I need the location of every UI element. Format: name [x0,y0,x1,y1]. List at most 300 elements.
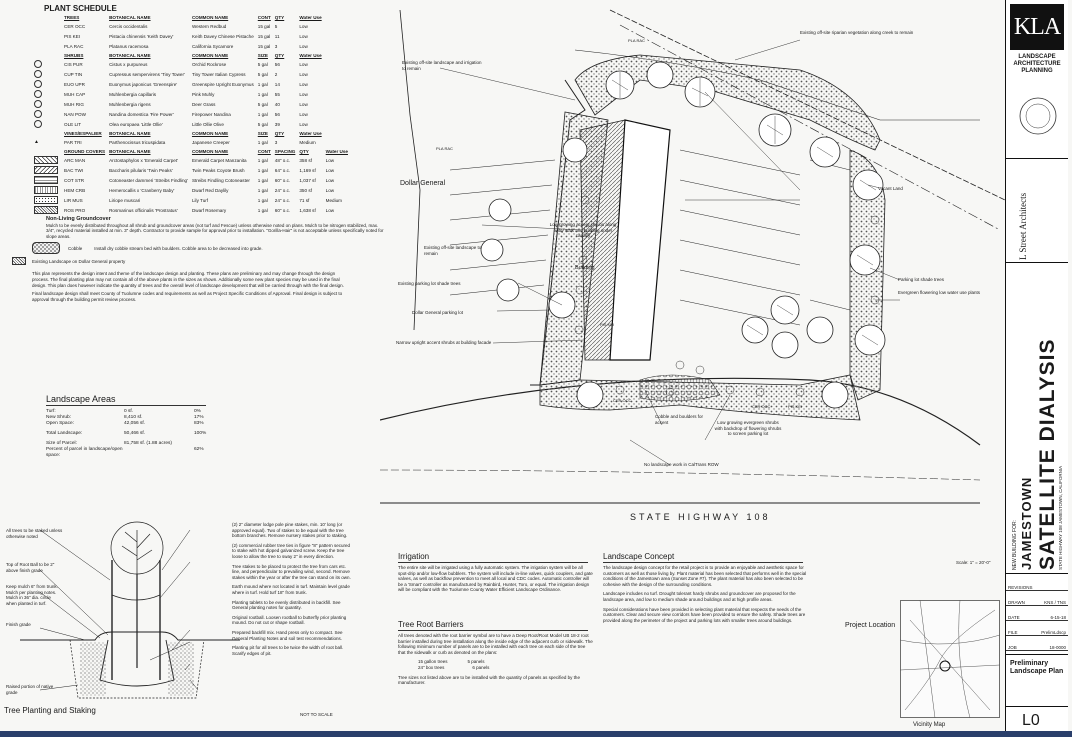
shrub-cell: Nandina domestica 'Fire Power' [109,111,174,117]
shrub-cell: Cupressus sempervirens 'Tiny Tower' [109,71,185,77]
groundcover-cell: Arctostaphylos x 'Emerald Carpet' [109,157,178,163]
groundcover-hatch-icon [34,176,58,184]
concept-title: Landscape Concept [603,552,675,561]
shrub-symbol [32,109,62,119]
schedule-header-cell: BOTANICAL NAME [109,148,151,154]
schedule-header-cell: QTY [274,14,285,20]
field-label: DRAWN [1008,600,1025,605]
schedule-header-cell: Water Use [299,52,322,58]
shrub-cell: 14 [274,81,280,87]
landscape-area-cell: Total Landscape: [46,431,83,436]
callout-riparian: Existing off-site riparian vegetation along creek to remain [800,30,914,35]
tree-cell: Pistacia chinensis 'Keith Davey' [109,33,174,39]
callout-cobble: Cobble and boulders for accent [655,414,704,425]
shrub-row [32,119,350,129]
landscape-area-cell: Turf: [46,409,56,414]
field-label: FILE [1008,630,1018,635]
groundcover-cell: 350 sf [299,187,312,193]
building-label: Building [575,265,595,271]
schedule-header-cell: SHRUBS [64,52,84,58]
groundcover-cell: 1 gal [257,197,268,203]
tree-root-row-2 [418,665,593,671]
shrub-cell: Deer Grass [191,101,216,107]
shrub-symbol [32,119,62,129]
groundcover-cell: 358 sf [299,157,312,163]
existing-symbol [12,257,26,265]
tree-root-panels-1: 5 panels [467,659,485,665]
groundcover-cell: 1,169 sf [299,167,316,173]
shrub-cell: Low [299,71,308,77]
tree-cell: Western Redbud [191,23,227,29]
cobble-row [32,242,392,254]
schedule-header-cell: Water Use [299,130,322,136]
shrub-cell: 5 gal [257,71,268,77]
schedule-header-cell: QTY [274,52,285,58]
project-name-1: JAMESTOWN [1019,476,1034,570]
landscape-area-cell: 50,466 sf. [124,431,146,436]
landscape-areas [46,394,246,459]
groundcover-cell: Dwarf Red Daylily [191,187,229,193]
vine-symbol-icon: ▲ [34,139,39,145]
tree-cell: PIS KEI [64,33,81,39]
groundcover-cell: Low [325,187,335,193]
shrub-cell: 56 [274,61,280,67]
schedule-header-cell: SPACING [274,148,296,154]
project-for: NEW BUILDING FOR: [1012,519,1018,570]
shrub-cell: 5 gal [257,101,268,107]
schedule-header-cell: QTY [299,148,309,154]
groundcover-cell: 1,638 sf [299,207,316,213]
highway-label: STATE HIGHWAY 108 [630,512,771,522]
shrub-cell: 2 [274,71,278,77]
groundcover-row [32,205,350,215]
schedule-header-cell: SIZE [257,52,268,58]
schedule-header-cell: Water Use [325,148,348,154]
schedule-header-cell: BOTANICAL NAME [109,52,151,58]
callout-evergreen: Evergreen flowering low water use plants [898,290,981,295]
title-block-fields [1006,576,1068,651]
title-block-field [1006,576,1068,591]
landscape-area-row [46,421,246,427]
schedule-header-cell: Water Use [299,14,322,20]
irrigation-block [398,552,593,593]
schedule-header-sym [32,13,62,21]
tree-symbol [32,21,62,31]
shrub-cell: NAN POW [64,111,86,117]
tag-cer-occ-2: CER OCC [752,404,771,409]
cobble-label: Cobble [68,245,83,251]
groundcover-cell: Lily Turf [191,197,209,203]
schedule-header-cell: SIZE [257,130,268,136]
landscape-areas-rows [46,409,246,459]
shrub-cell: Greenspire Upright Euonymus [191,81,254,87]
tree-planting-note: Prepared backfill mix. Hand press only to compact. See General Planting Notes and soil test recommendations. [232,629,343,641]
schedule-header-shrubs [32,51,350,59]
vicinity-map [900,600,1000,718]
plant-schedule-table [32,13,350,215]
title-block-field [1006,606,1068,621]
landscape-area-cell: New Shrub: [46,415,72,420]
callout-low-growing: Low growing evergreen shrubs with backdrop of flowering shrubs to screen parking lot [714,420,782,437]
shrub-cell: CUP TIN [64,71,83,77]
vine-symbol [32,137,62,147]
architect-name: L Street Architects [1018,192,1028,260]
landscape-area-cell: Percent of parcel in landscape/open space: [46,447,123,458]
shrub-cell: Low [299,101,308,107]
schedule-header-cell: COMMON NAME [191,148,229,154]
tree-symbol [32,41,62,51]
tree-planting-note: Planting tablets to be evenly distributed in backfill. See General planting notes for quantity. [232,599,341,611]
tp-label-2: Top of Root Ball to be 2" above finish grade [6,562,55,573]
tree-root-size-2: 24" box trees [418,664,445,670]
title-block-field [1006,621,1068,636]
tree-cell: 15 gal [257,33,271,39]
groundcover-cell: ARC MAN [64,157,86,163]
shrub-symbol-icon [34,60,42,68]
irrigation-text: The entire site will be irrigated using a fully automatic system. The irrigation system will be all spot-drip and/or low-flow bubblers. The system will include in-line valves, quick couplers, and gate valves, as well as backflow prevention to meet all local and CDC codes. Automatic controller will be a 'Smart' controller as manufactured by Rainbird, Hunter, Toro, or equal. The irrigation design will be compliant with the Tuolumne County Water Efficient Landscape Ordinance. [398,565,593,593]
groundcover-cell: ROS PRO [64,207,86,213]
tree-cell: 15 gal [257,43,271,49]
groundcover-cell: Twin Peaks Coyote Brush [191,167,245,173]
scale-label: Scale: 1" = 20'-0" [956,560,991,565]
groundcover-cell: 71 sf [299,197,310,203]
groundcover-cell: Dwarf Rosemary [191,207,227,213]
landscape-area-cell: 62% [194,447,204,452]
tree-planting-note: Original rootball. Loosen rootball to butterfly prior planting mound. Do not cut or shape rootball. [232,614,347,626]
shrub-cell: CIS PUR [64,61,83,67]
tree-cell: PLA RAC [64,43,84,49]
existing-row [12,257,392,265]
shrub-cell: Pink Muhly [191,91,215,97]
schedule-header-cell: GROUND COVERS [64,148,106,154]
shrub-cell: Muhlenbergia capillaris [109,91,157,97]
field-value: 18-0000 [1049,645,1066,650]
groundcover-symbol [32,195,62,205]
schedule-header-cell: COMMON NAME [191,52,229,58]
schedule-header-cell: CONT [257,14,271,20]
shrub-cell: 39 [274,121,280,127]
firm-logo: KLA [1010,4,1064,50]
existing-label: Existing Landscape on Dollar General property [32,258,126,264]
landscape-area-cell: 8,410 sf. [124,415,143,420]
groundcover-symbol [32,175,62,185]
tree-row [32,41,350,51]
shrub-row [32,79,350,89]
project-address: STATE HIGHWAY 108 JAMESTOWN, CALIFORNIA [1058,465,1063,570]
groundcover-cell: Low [325,167,335,173]
field-value: PrelimLdscp [1041,630,1066,635]
shrub-cell: 5 gal [257,61,268,67]
shrub-cell: 1 gal [257,111,268,117]
tag-pis-kei-2: PIS KEI [788,404,803,409]
tp-label-1: All trees to be staked unless otherwise noted [6,528,63,539]
groundcover-cell: Baccharis pilularis 'Twin Peaks' [109,167,173,173]
cobble-symbol [32,242,60,254]
schedule-header-vines [32,129,350,137]
landscape-area-cell: Open Space: [46,421,75,426]
shrub-cell: MUH RIG [64,101,84,107]
shrub-symbol-icon [34,120,42,128]
landscape-area-cell: 81,758 sf. (1.88 acres) [124,441,172,446]
vine-cell: 3 [274,139,278,145]
groundcover-hatch-icon [34,206,58,214]
vine-cell: Japanese Creeper [191,139,230,145]
field-value: KNS / TNS [1044,600,1066,605]
schedule-header-sym [32,51,62,59]
shrub-cell: Low [299,81,308,87]
shrub-row [32,109,350,119]
shrub-cell: Cistus x purpureus [109,61,148,67]
tp-title: Tree Planting and Staking [4,706,96,715]
tag-pla-rac-2: PLA RAC [436,146,453,151]
groundcover-hatch-icon [34,186,58,194]
shrub-symbol [32,79,62,89]
shrub-cell: 55 [274,91,280,97]
tree-cell: Keith Davey Chinese Pistache [191,33,254,39]
seal-icon [1018,86,1058,144]
groundcover-symbol [32,155,62,165]
schedule-header-cell: CONT [257,148,271,154]
shrub-cell: 1 gal [257,81,268,87]
schedule-header-cell: COMMON NAME [191,14,229,20]
tree-planting-note: Planting pit for all trees to be twice the width of root ball. Scarify edges of pit. [232,645,344,656]
tree-row [32,31,350,41]
landscape-area-cell: 17% [194,415,204,420]
shrub-row [32,99,350,109]
sheet-title: Preliminary Landscape Plan [1010,660,1064,675]
shrub-symbol [32,99,62,109]
design-note: This plan represents the design intent and theme of the landscape design and planting. These plans are preliminary and may change through the design process. The final planting plan may not contain all of the above plants in the sizes as shown. Additionally some new plant species may be used in the final design. This plan does however indicate the quantity of trees and the overall level of landscape development that will be carried through with the final design. [32,271,344,288]
tp-notes [232,522,352,660]
schedule-header-groundcovers [32,147,350,155]
tree-planting-detail [0,520,380,720]
tree-root-title: Tree Root Barriers [398,620,464,629]
shrub-cell: Little Ollie Olive [191,121,224,127]
vicinity-map-title: Vicinity Map [913,722,946,728]
shrub-cell: 5 gal [257,121,268,127]
tree-cell: Low [299,43,308,49]
groundcover-row [32,165,350,175]
groundcover-hatch-icon [34,166,58,174]
tree-root-size-1: 15 gallon trees [418,659,448,665]
shrub-row [32,69,350,79]
tree-cell: Low [299,33,308,39]
groundcover-hatch-icon [34,156,58,164]
shrub-symbol-icon [34,80,42,88]
sheet-number: L0 [1022,712,1040,729]
landscape-areas-title: Landscape Areas [46,394,116,404]
tree-symbol [32,31,62,41]
tree-root-panels-2: 6 panels [472,664,490,670]
schedule-header-cell: QTY [274,130,285,136]
shrub-cell: Orchid Rockrose [191,61,227,67]
firm-name: LANDSCAPE ARCHITECTURE PLANNING [1013,54,1061,74]
shrub-symbol-icon [34,110,42,118]
tree-cell: Cercis occidentalis [109,23,148,29]
concept-p2: Landscape includes no turf. Drought tolerant hardy shrubs and groundcover are proposed for the landscape area, and low to medium shade around buildings and at high profile areas. [603,591,796,602]
shrub-cell: Muhlenbergia rigens [109,101,151,107]
callout-existing-shade: Existing parking lot shade trees [398,281,461,286]
title-block-field [1006,636,1068,651]
tag-pla-rac-1: PLA RAC [628,38,645,43]
tree-cell: CER OCC [64,23,86,29]
shrub-symbol-icon [34,100,42,108]
shrub-cell: EUO UPR [64,81,85,87]
shrub-row [32,59,350,69]
landscape-area-cell: 0% [194,409,201,414]
shrub-cell: 40 [274,101,280,107]
callout-caltrans: No landscape work in CalTrans ROW [644,462,719,467]
shrub-symbol [32,59,62,69]
site-plan-svg [380,0,1005,530]
tree-cell: 15 gal [257,23,271,29]
tree-cell: Platanus racemosa [109,43,149,49]
groundcover-cell: Low [325,157,335,163]
schedule-header-cell: BOTANICAL NAME [109,14,151,20]
tree-root-footer: Tree sizes not listed above are to be installed with the quantity of panels as specified by the manufacturer. [398,674,580,686]
shrub-symbol-icon [34,90,42,98]
landscape-area-cell: 0 sf. [124,409,134,414]
groundcover-cell: Medium [325,197,343,203]
title-block [1005,0,1068,731]
schedule-header-sym [32,147,62,155]
tree-cell: Low [299,23,308,29]
groundcover-row [32,155,350,165]
concept-block [603,552,813,623]
shrub-cell: Olea europaea 'Little Ollie' [109,121,163,127]
tree-planting-note: (2) 2" diameter lodge pole pine stakes, min. 10' long (or approved equal). Two of stakes to be equal with the tree bottom branches. Remove nursery stakes prior to staking. [232,522,348,539]
groundcover-cell: 48" o.c. [274,157,291,163]
schedule-header-cell: VINES/ESPALIER [64,130,102,136]
vine-cell: Medium [299,139,316,145]
schedule-header-cell: BOTANICAL NAME [109,130,151,136]
landscape-area-row [46,447,246,459]
project-location-label: Project Location [845,622,896,629]
cobble-note: Install dry cobble stream bed with boulders. Cobble area to be decreased into grade. [94,245,263,251]
groundcover-cell: 60" o.c. [274,177,291,183]
groundcover-cell: Streibs Findling Cotoneaster [191,177,250,183]
groundcover-cell: 1 gal [257,187,268,193]
final-note: Final landscape design shall meet County of Tuolumne codes and requirements as well as Project Specific Conditions of Approval. Final design is subject to approval through the building permit review process. [32,291,343,302]
vine-row [32,137,350,147]
irrigation-title: Irrigation [398,552,430,561]
groundcover-cell: Low [325,207,335,213]
schedule-header-sym [32,129,62,137]
landscape-area-row [46,431,246,437]
shrub-cell: Low [299,111,308,117]
landscape-area-cell: Size of Parcel: [46,441,77,446]
tree-row [32,21,350,31]
vine-cell: 1 gal [257,139,268,145]
groundcover-cell: 64" o.c. [274,167,291,173]
groundcover-row [32,175,350,185]
tp-label-5: Raised portion of native grade [6,684,54,695]
vine-cell: Parthenocissus tricuspidata [109,139,166,145]
landscape-area-cell: 42,056 sf. [124,421,146,426]
shrub-cell: MUH CAP [64,91,86,97]
groundcover-cell: Low [325,177,335,183]
callout-entry-walk: Low growing accent shrubs along entry walk and building under canopy [549,222,617,239]
shrub-cell: Firepower Nandina [191,111,231,117]
tp-label-3: Keep mulch 6" from trunk. Mulch per planting notes. Mulch in 36" dia. circle when planted in turf. [6,584,58,606]
dollar-general-label: Dollar General [400,180,446,187]
groundcover-cell: 1 gal [257,207,268,213]
groundcover-cell: Cotoneaster dammeri 'Streibs Findling' [109,177,188,183]
landscape-area-cell [124,447,194,459]
shrub-cell: Low [299,61,308,67]
shrub-cell: OLE LIT [64,121,82,127]
groundcover-cell: Hemerocallis x 'Cranberry Baby' [109,187,175,193]
groundcover-cell: Rosmarinus officinalis 'Prostratus' [109,207,178,213]
groundcover-cell: 1 gal [257,177,268,183]
groundcover-cell: HEM CRB [64,187,86,193]
project-name-2: SATELLITE DIALYSIS [1036,338,1059,570]
landscape-area-cell: 100% [194,431,207,436]
schedule-header-trees [32,13,350,21]
tree-cell: 11 [274,33,280,39]
tp-scale: NOT TO SCALE [300,712,333,717]
tree-planting-note: Tree stakes to be placed to protect the tree from cars etc. line, and perpendicular to prevailing wind, second. Remove stakes within the year or after the tree can stand on its own. [232,563,351,580]
callout-narrow-upright: Narrow upright accent shrubs at building facade [396,340,492,345]
shrub-cell: Low [299,91,308,97]
plant-schedule [32,4,392,302]
field-label: JOB [1008,645,1017,650]
concept-p3: Special considerations have been provided in selecting plant material that respects the needs of the customers. Clear and secure view corridors have been provided to ensure the safety. Shade trees are provided along the perimeter of the project and parking lots with smaller trees around buildings. [603,606,806,623]
tree-root-text: All trees denoted with the root barrier symbol are to have a Deep Root/Root Model UB 18-2 root barrier installed during tree installation along the inside edge of the adjacent curb or sidewalk. The following minimum number of panels are to be installed with each tree on each side of the tree that the sidewalk or curb as denoted on the plans: [398,633,593,655]
groundcover-row [32,185,350,195]
tree-root-block [398,620,593,686]
shrub-symbol [32,69,62,79]
non-living-title: Non-Living Groundcover [46,216,111,222]
groundcover-cell: Emerald Carpet Manzanita [191,157,247,163]
groundcover-hatch-icon [34,196,58,204]
shrub-cell: Low [299,121,308,127]
mulch-note: Mulch to be evenly distributed throughout all shrub and groundcover areas (not turf and Fescue) unless otherwise noted on plans. Mulch to be nitrogen stabilized, max. 3/4", recycled material installed at min. 3" depth. Contractor to provide sample for approval prior to installation. "Gorilla-Hair" is not acceptable unless specifically noted for slope areas. [46,222,384,239]
shrub-cell: Euonymus japonicus 'Greenspire' [109,81,178,87]
callout-vacant: Vacant Land [878,186,903,191]
plant-schedule-title: PLANT SCHEDULE [44,4,117,13]
title-block-field [1006,591,1068,606]
tree-planting-note: Earth mound where not located in turf. Maintain level grade where in turf. Hold turf 18" from trunk. [232,584,350,595]
landscape-area-cell: 83% [194,421,204,426]
shrub-cell: 1 gal [257,91,268,97]
groundcover-cell: COT STR [64,177,85,183]
tag-pis-kei-1: PIS KEI [600,322,615,327]
groundcover-cell: 60" o.c. [274,207,291,213]
tree-cell: 5 [274,23,278,29]
groundcover-cell: 24" o.c. [274,197,291,203]
vine-cell: PAR TRI [64,139,82,145]
groundcover-cell: 1,037 sf [299,177,316,183]
groundcover-cell: 1 gal [257,167,268,173]
concept-p1: The landscape design concept for the retail project is to provide an enjoyable and aesthetic space for customers as well as those living by. Plant material has been selected that performs well in the special conditions of the Jamestown area (Sunset Zone #7). The plant material has also been selected to be cohesive with the design of the surrounding conditions. [603,565,807,587]
shrub-cell: Tiny Tower Italian Cypress [191,71,246,77]
groundcover-row [32,195,350,205]
groundcover-cell: Liriope muscari [109,197,141,203]
tp-label-4: Finish grade [6,622,31,627]
tree-cell: California Sycamore [191,43,234,49]
callout-dg-parking: Dollar General parking lot [412,310,464,315]
field-label: DATE [1008,615,1020,620]
groundcover-symbol [32,185,62,195]
groundcover-symbol [32,165,62,175]
shrub-row [32,89,350,99]
shrub-symbol-icon [34,70,42,78]
callout-shade-trees: Parking lot shade trees [898,277,945,282]
groundcover-symbol [32,205,62,215]
callout-existing-offsite: Existing off-site landscape to remain [424,245,482,256]
groundcover-cell: BAC TWI [64,167,84,173]
